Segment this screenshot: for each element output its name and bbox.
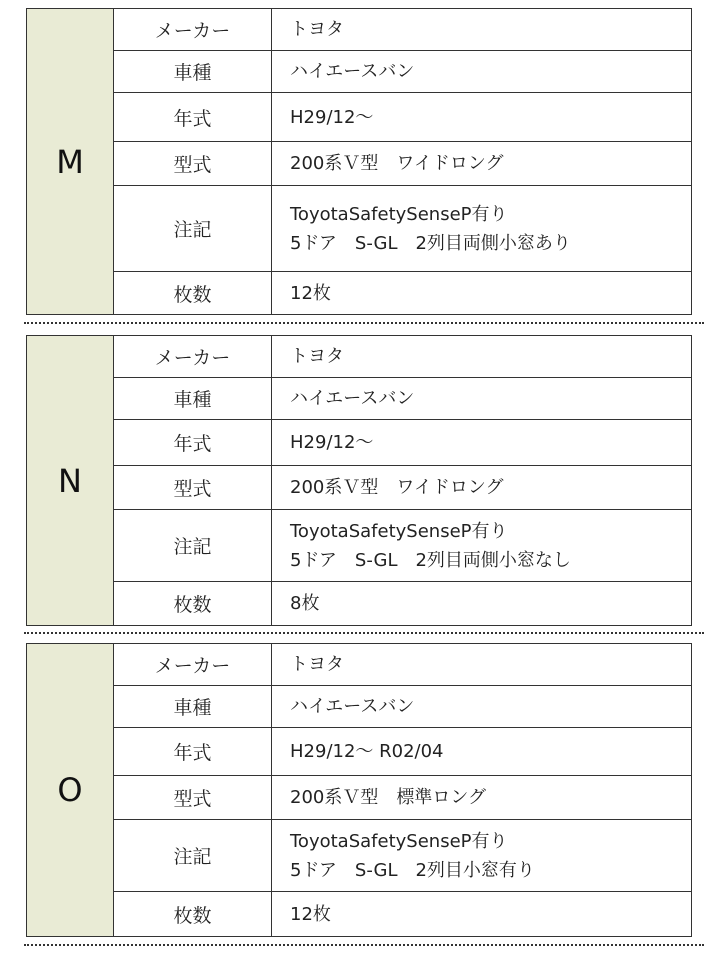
- block-label: N: [27, 336, 114, 625]
- value-maker: [272, 644, 691, 685]
- value-line: トヨタ: [290, 19, 344, 40]
- key-type: 型式: [114, 466, 272, 509]
- block-label: O: [27, 644, 114, 936]
- row-model: [114, 378, 691, 420]
- value-model: [272, 378, 691, 419]
- value-line: トヨタ: [290, 346, 344, 367]
- key-notes: 注記: [114, 186, 272, 271]
- value-year: [272, 728, 691, 775]
- key-notes: 注記: [114, 820, 272, 891]
- value-line: 12枚: [290, 282, 331, 304]
- dotted-divider: [24, 944, 704, 946]
- spec-rows: [114, 336, 691, 625]
- key-type: 型式: [114, 142, 272, 185]
- row-notes: [114, 186, 691, 272]
- value-line: 5ドア S-GL 2列目両側小窓あり: [290, 232, 571, 254]
- row-year: [114, 728, 691, 776]
- key-maker: メーカー: [114, 644, 272, 685]
- row-maker: [114, 644, 691, 686]
- row-count: [114, 272, 691, 314]
- value-maker: [272, 336, 691, 377]
- block-label: M: [27, 9, 114, 314]
- row-type: [114, 142, 691, 186]
- value-count: [272, 582, 691, 625]
- row-type: [114, 776, 691, 820]
- value-line: 12枚: [290, 903, 331, 925]
- value-type: [272, 142, 691, 185]
- row-year: [114, 93, 691, 142]
- dotted-divider: [24, 632, 704, 634]
- value-line: H29/12〜: [290, 106, 374, 128]
- value-line: 200系Ｖ型 標準ロング: [290, 787, 486, 808]
- value-line: ハイエースバン: [290, 388, 415, 409]
- key-count: 枚数: [114, 272, 272, 314]
- value-notes: [272, 510, 691, 581]
- spec-rows: [114, 9, 691, 314]
- row-count: [114, 582, 691, 625]
- key-model: 車種: [114, 686, 272, 727]
- value-maker: [272, 9, 691, 50]
- value-line: ハイエースバン: [290, 61, 415, 82]
- row-type: [114, 466, 691, 510]
- row-notes: [114, 510, 691, 582]
- value-model: [272, 686, 691, 727]
- value-line: ToyotaSafetySenseP有り: [290, 520, 508, 542]
- row-notes: [114, 820, 691, 892]
- value-line: 5ドア S-GL 2列目小窓有り: [290, 859, 535, 881]
- value-notes: [272, 186, 691, 271]
- value-line: ToyotaSafetySenseP有り: [290, 830, 508, 852]
- key-count: 枚数: [114, 892, 272, 936]
- dotted-divider: [24, 322, 704, 324]
- key-model: 車種: [114, 51, 272, 92]
- value-model: [272, 51, 691, 92]
- value-line: H29/12〜: [290, 432, 374, 453]
- key-maker: メーカー: [114, 336, 272, 377]
- value-line: 200系Ｖ型 ワイドロング: [290, 153, 504, 174]
- key-year: 年式: [114, 93, 272, 141]
- key-year: 年式: [114, 420, 272, 465]
- value-type: [272, 776, 691, 819]
- key-maker: メーカー: [114, 9, 272, 50]
- value-count: [272, 892, 691, 936]
- value-type: [272, 466, 691, 509]
- row-maker: [114, 336, 691, 378]
- key-type: 型式: [114, 776, 272, 819]
- row-year: [114, 420, 691, 466]
- row-model: [114, 51, 691, 93]
- value-year: [272, 93, 691, 141]
- spec-rows: [114, 644, 691, 936]
- row-maker: [114, 9, 691, 51]
- value-line: ToyotaSafetySenseP有り: [290, 203, 508, 225]
- value-count: [272, 272, 691, 314]
- row-count: [114, 892, 691, 936]
- row-model: [114, 686, 691, 728]
- spec-block-o: [26, 643, 692, 937]
- value-line: 5ドア S-GL 2列目両側小窓なし: [290, 549, 571, 571]
- key-model: 車種: [114, 378, 272, 419]
- value-line: H29/12〜 R02/04: [290, 741, 444, 762]
- spec-block-m: [26, 8, 692, 315]
- value-line: ハイエースバン: [290, 696, 415, 717]
- value-year: [272, 420, 691, 465]
- spec-block-n: [26, 335, 692, 626]
- value-notes: [272, 820, 691, 891]
- key-year: 年式: [114, 728, 272, 775]
- value-line: トヨタ: [290, 654, 344, 675]
- value-line: 200系Ｖ型 ワイドロング: [290, 477, 504, 498]
- key-count: 枚数: [114, 582, 272, 625]
- value-line: 8枚: [290, 593, 320, 614]
- key-notes: 注記: [114, 510, 272, 581]
